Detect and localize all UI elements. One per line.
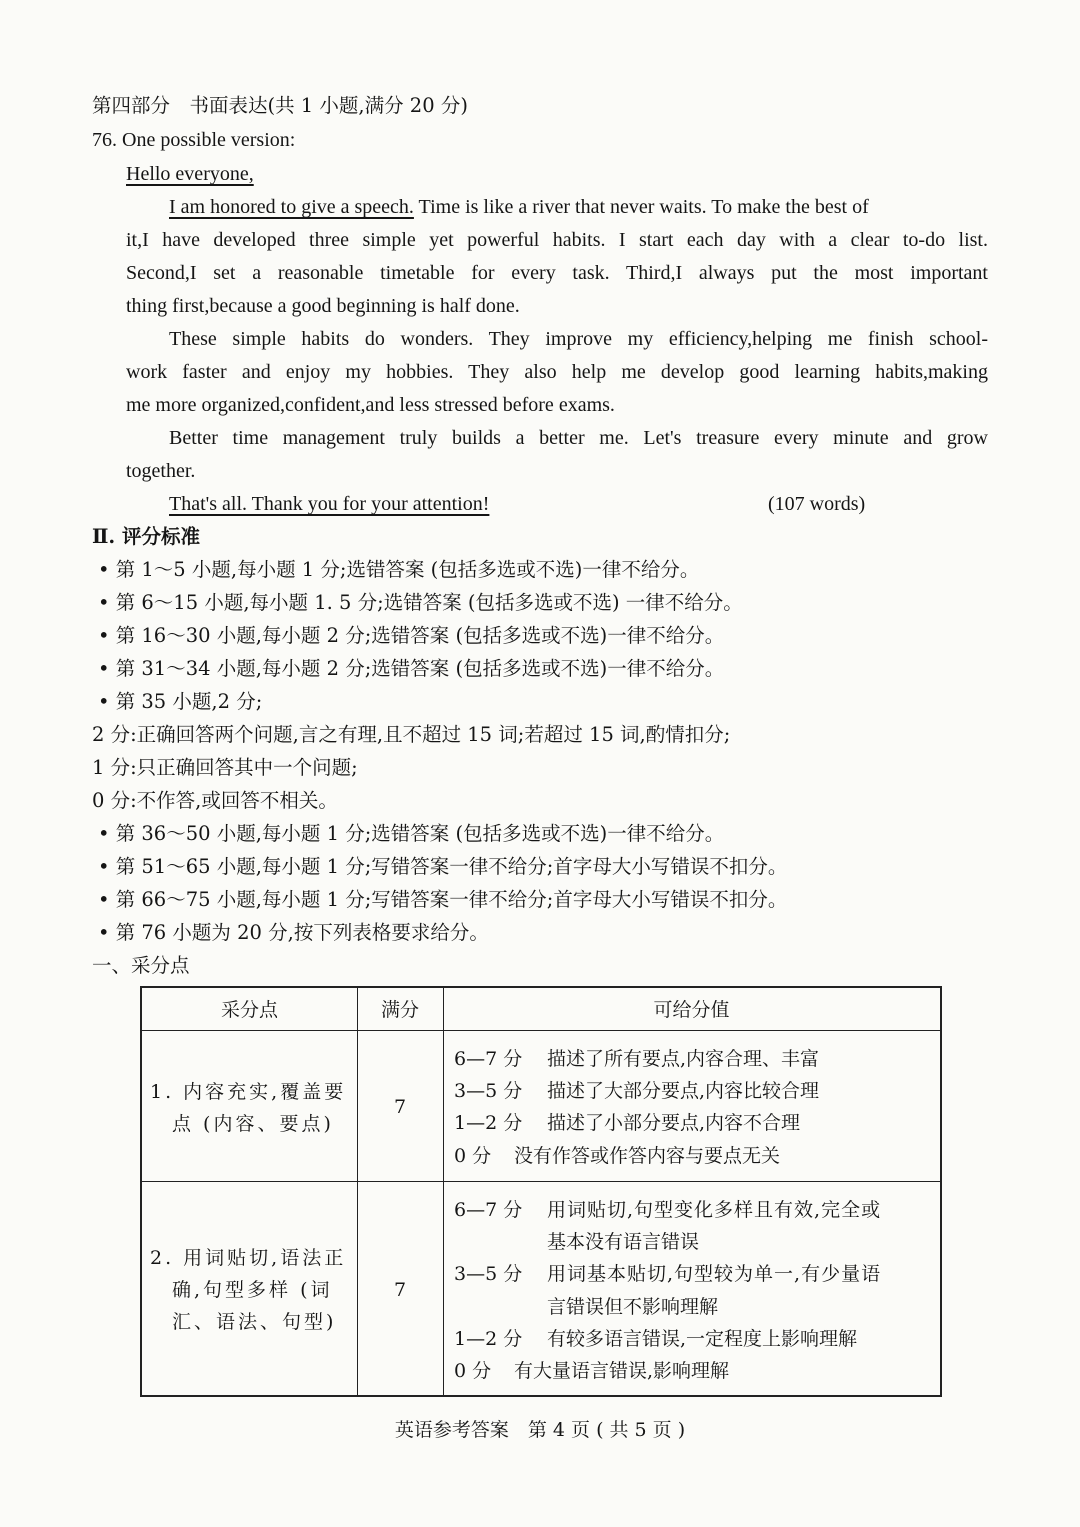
row2-full-score: 7 [393, 1279, 407, 1301]
row2-score-range: 6—7 分 [454, 1199, 523, 1221]
row1-score-range: 1—2 分 [454, 1112, 523, 1134]
essay-greeting: Hello everyone, [126, 163, 254, 185]
row1-full-score: 7 [393, 1096, 407, 1118]
essay-p3-line1: Better time management truly builds a better me. Let's treasure every minute and grow [169, 427, 988, 449]
page-footer: 英语参考答案 第 4 页 ( 共 5 页 ) [394, 1419, 686, 1441]
essay-p2-line1: These simple habits do wonders. They improve my efficiency,helping me finish school- [169, 328, 988, 350]
criteria-item: • 第 66～75 小题,每小题 1 分;写错答案一律不给分;首字母大小写错误不扣分。 [98, 888, 788, 911]
criteria-item: • 第 51～65 小题,每小题 1 分;写错答案一律不给分;首字母大小写错误不扣分。 [98, 855, 788, 878]
row1-score-range: 6—7 分 [454, 1048, 523, 1070]
essay-p2-line2: work faster and enjoy my hobbies. They also help me develop good learning habits,making [126, 361, 988, 383]
row1-score-range: 3—5 分 [454, 1080, 523, 1102]
essay-p2-line3: me more organized,confident,and less stressed before exams. [126, 394, 615, 416]
essay-underlined-sentence: I am honored to give a speech. [169, 196, 414, 218]
criteria-item: 0 分:不作答,或回答不相关。 [92, 789, 338, 812]
table-divider [443, 988, 444, 1395]
criteria-item: • 第 1～5 小题,每小题 1 分;选错答案 (包括多选或不选)一律不给分。 [98, 558, 700, 581]
row2-score-range: 1—2 分 [454, 1328, 523, 1350]
row2-score-desc-cont: 基本没有语言错误 [547, 1231, 700, 1253]
section4-heading: 第四部分 书面表达(共 1 小题,满分 20 分) [92, 94, 468, 117]
row1-score-desc: 没有作答或作答内容与要点无关 [514, 1145, 781, 1167]
table-header-full: 满分 [380, 999, 419, 1021]
criteria-item: • 第 6～15 小题,每小题 1. 5 分;选错答案 (包括多选或不选) 一律不给分。 [98, 591, 743, 614]
essay-p1-line3: Second,I set a reasonable timetable for every task. Third,I always put the most important [126, 262, 988, 284]
essay-closing: That's all. Thank you for your attention! [169, 493, 490, 515]
word-count: (107 words) [768, 493, 866, 515]
criteria-item: • 第 36～50 小题,每小题 1 分;选错答案 (包括多选或不选)一律不给分。 [98, 822, 725, 845]
row2-score-range: 0 分 [454, 1360, 492, 1382]
scoring-table [140, 986, 942, 1397]
row2-score-desc: 有较多语言错误,一定程度上影响理解 [547, 1328, 858, 1350]
q76-label: 76. One possible version: [92, 129, 296, 151]
row2-score-desc: 用词基本贴切,句型较为单一,有少量语 [547, 1263, 882, 1285]
row1-point-line2: 点 (内容、要点) [172, 1113, 334, 1135]
row2-score-desc: 用词贴切,句型变化多样且有效,完全或 [547, 1199, 882, 1221]
row2-score-desc: 有大量语言错误,影响理解 [514, 1360, 730, 1382]
essay-p3-line2: together. [126, 460, 196, 482]
criteria-item: • 第 31～34 小题,每小题 2 分;选错答案 (包括多选或不选)一律不给分。 [98, 657, 725, 680]
essay-p1-line1 [169, 195, 869, 219]
table-header-point: 采分点 [220, 999, 278, 1021]
row1-score-desc: 描述了大部分要点,内容比较合理 [547, 1080, 820, 1102]
criteria-item: 2 分:正确回答两个问题,言之有理,且不超过 15 词;若超过 15 词,酌情扣分; [92, 723, 731, 746]
criteria-item: 1 分:只正确回答其中一个问题; [92, 756, 358, 779]
table-header-values: 可给分值 [653, 999, 730, 1021]
essay-p1-line4: thing first,because a good beginning is half done. [126, 295, 520, 317]
criteria-heading: Ⅱ. 评分标准 [92, 525, 201, 548]
table-divider [142, 1030, 940, 1031]
row2-point-line1: 2. 用词贴切,语法正 [150, 1247, 347, 1269]
row1-score-desc: 描述了小部分要点,内容不合理 [547, 1112, 801, 1134]
criteria-item: • 第 76 小题为 20 分,按下列表格要求给分。 [98, 921, 489, 944]
scoring-points-heading: 一、采分点 [92, 954, 190, 977]
row1-point-line1: 1. 内容充实,覆盖要 [150, 1081, 347, 1103]
criteria-item: • 第 35 小题,2 分; [98, 690, 263, 713]
table-divider [357, 988, 358, 1395]
essay-p1-line2: it,I have developed three simple yet powerful habits. I start each day with a clear to-do list. [126, 229, 988, 251]
row2-score-desc-cont: 言错误但不影响理解 [547, 1296, 719, 1318]
criteria-item: • 第 16～30 小题,每小题 2 分;选错答案 (包括多选或不选)一律不给分。 [98, 624, 725, 647]
essay-p1-line1-rest: Time is like a river that never waits. To make the best of [413, 196, 869, 218]
table-divider [142, 1181, 940, 1182]
row2-score-range: 3—5 分 [454, 1263, 523, 1285]
row1-score-range: 0 分 [454, 1145, 492, 1167]
row1-score-desc: 描述了所有要点,内容合理、丰富 [547, 1048, 820, 1070]
row2-point-line2: 确,句型多样 (词 [172, 1279, 333, 1301]
row2-point-line3: 汇、语法、句型) [172, 1311, 337, 1333]
